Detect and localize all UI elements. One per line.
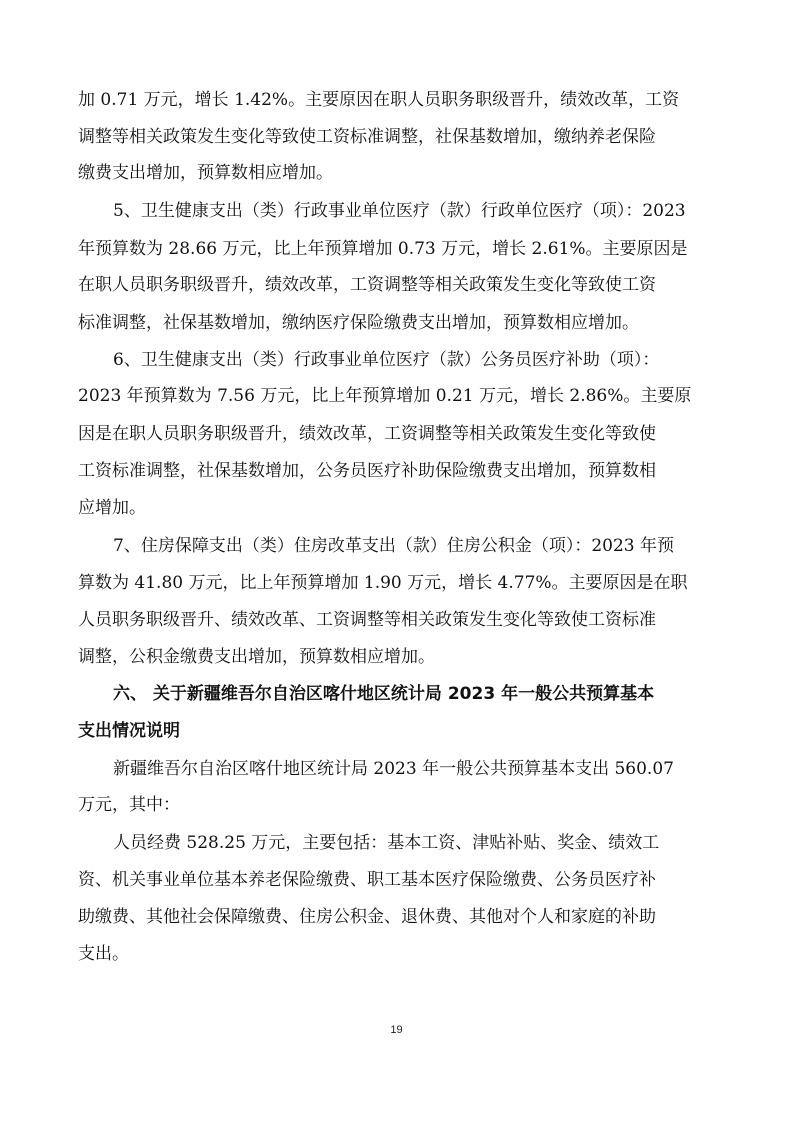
- text-line: 助缴费、其他社会保障缴费、住房公积金、退休费、其他对个人和家庭的补助: [78, 907, 656, 927]
- text-line: 算数为 41.80 万元，比上年预算增加 1.90 万元，增长 4.77%。主要原因是在职: [78, 573, 688, 593]
- section-heading: 支出情况说明: [78, 721, 180, 741]
- text-line: 人员经费 528.25 万元，主要包括：基本工资、津贴补贴、奖金、绩效工: [113, 833, 660, 853]
- text-line: 加 0.71 万元，增长 1.42%。主要原因在职人员职务职级晋升，绩效改革，工资: [78, 90, 680, 110]
- text-line: 应增加。: [78, 498, 146, 518]
- page-number: 19: [390, 1024, 403, 1036]
- text-line: 5、卫生健康支出（类）行政事业单位医疗（款）行政单位医疗（项）：2023: [113, 201, 686, 221]
- text-line: 标准调整，社保基数增加，缴纳医疗保险缴费支出增加，预算数相应增加。: [78, 313, 639, 333]
- text-line: 6、卫生健康支出（类）行政事业单位医疗（款）公务员医疗补助（项）：: [113, 350, 660, 370]
- text-line: 在职人员职务职级晋升，绩效改革，工资调整等相关政策发生变化等致使工资: [78, 275, 656, 295]
- text-line: 支出。: [78, 944, 129, 964]
- text-line: 新疆维吾尔自治区喀什地区统计局 2023 年一般公共预算基本支出 560.07: [113, 759, 674, 779]
- text-line: 2023 年预算数为 7.56 万元，比上年预算增加 0.21 万元，增长 2.86%。主要原: [78, 386, 692, 406]
- text-line: 工资标准调整，社保基数增加，公务员医疗补助保险缴费支出增加，预算数相: [78, 461, 656, 481]
- text-line: 年预算数为 28.66 万元，比上年预算增加 0.73 万元，增长 2.61%。主要原因是: [78, 239, 688, 259]
- section-heading: 六、 关于新疆维吾尔自治区喀什地区统计局 2023 年一般公共预算基本: [113, 684, 655, 704]
- text-line: 7、住房保障支出（类）住房改革支出（款）住房公积金（项）：2023 年预: [113, 536, 674, 556]
- text-line: 资、机关事业单位基本养老保险缴费、职工基本医疗保险缴费、公务员医疗补: [78, 870, 656, 890]
- text-line: 调整等相关政策发生变化等致使工资标准调整，社保基数增加，缴纳养老保险: [78, 127, 656, 147]
- text-line: 万元，其中：: [78, 795, 180, 815]
- text-line: 人员职务职级晋升、绩效改革、工资调整等相关政策发生变化等致使工资标准: [78, 610, 656, 630]
- text-line: 缴费支出增加，预算数相应增加。: [78, 163, 333, 183]
- text-line: 调整，公积金缴费支出增加，预算数相应增加。: [78, 647, 435, 667]
- text-line: 因是在职人员职务职级晋升，绩效改革，工资调整等相关政策发生变化等致使: [78, 424, 656, 444]
